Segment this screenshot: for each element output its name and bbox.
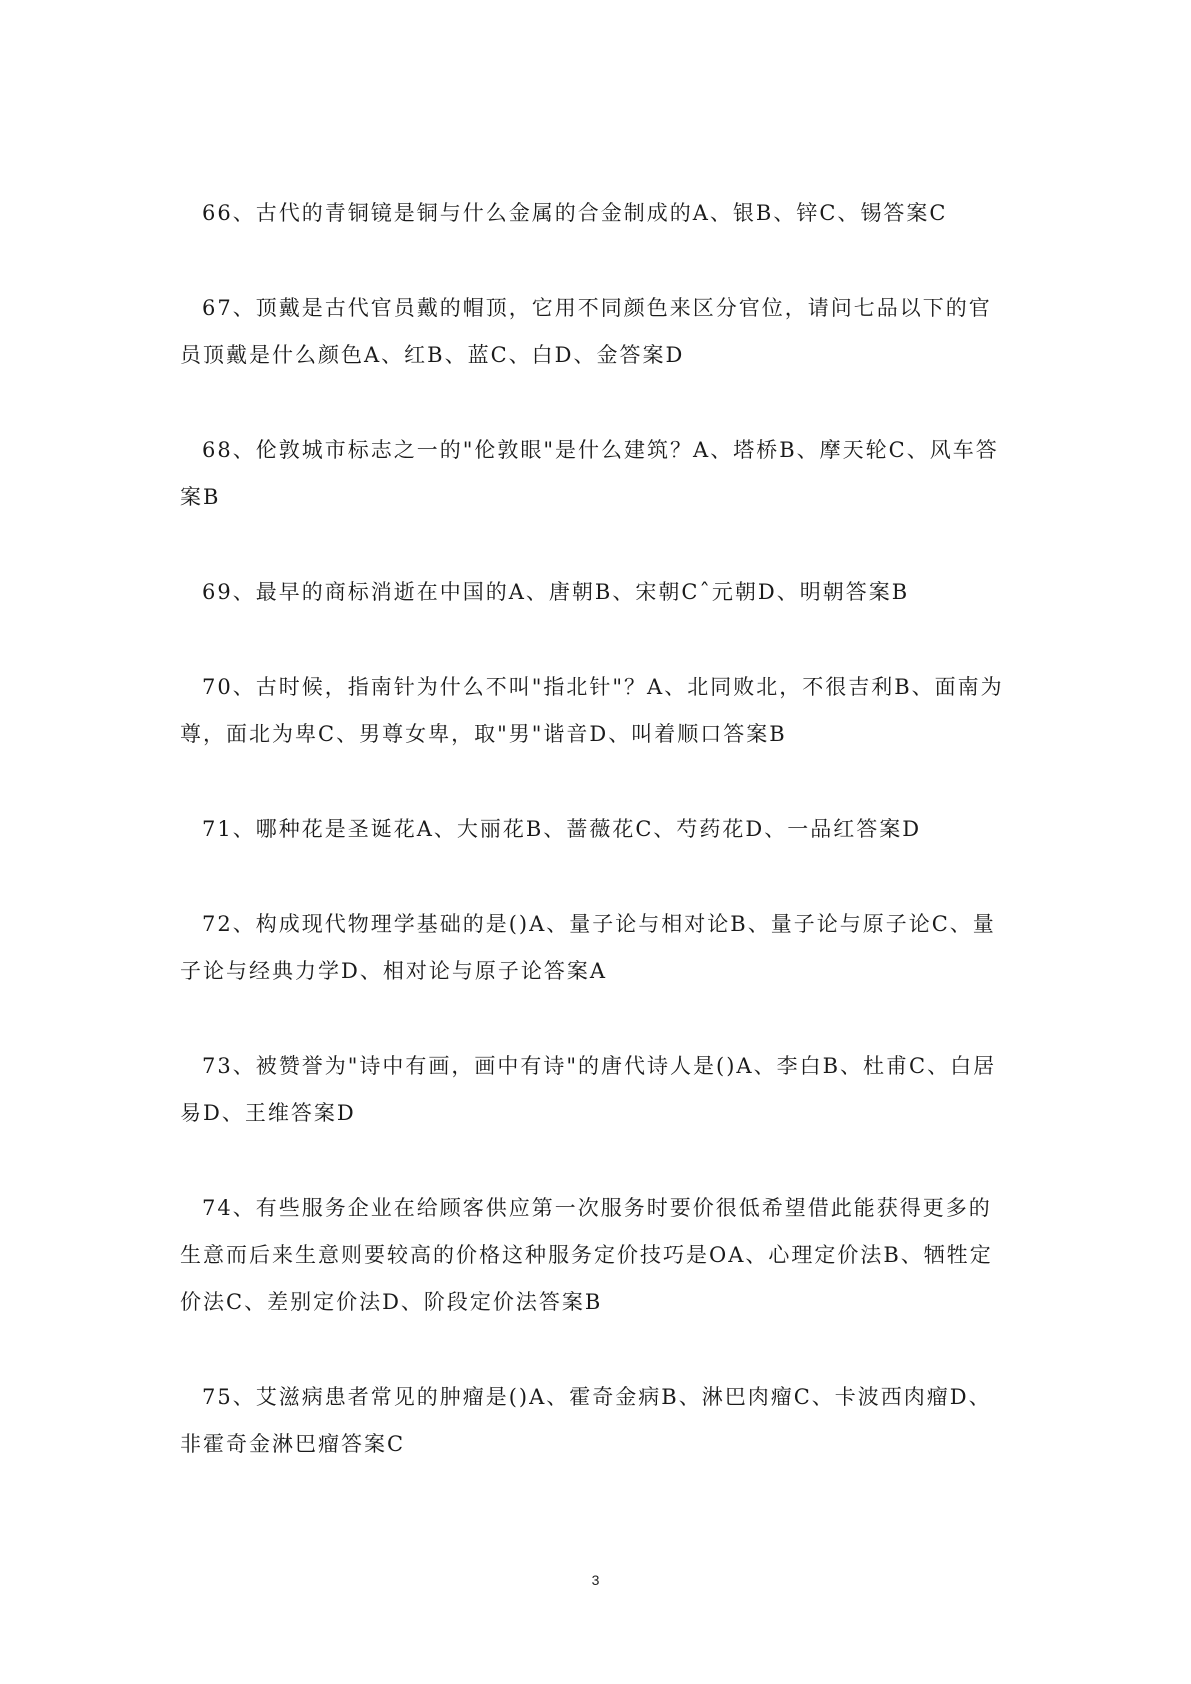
question-72: 72、构成现代物理学基础的是()A、量子论与相对论B、量子论与原子论C、量子论与经典力学D、相对论与原子论答案A <box>180 912 996 983</box>
question-68: 68、伦敦城市标志之一的"伦敦眼"是什么建筑？A、塔桥B、摩天轮C、风车答案B <box>180 438 999 509</box>
question-71: 71、哪种花是圣诞花A、大丽花B、蔷薇花C、芍药花D、一品红答案D <box>202 817 922 841</box>
page-number: 3 <box>591 1572 600 1588</box>
question-75: 75、艾滋病患者常见的肿瘤是()A、霍奇金病B、淋巴肉瘤C、卡波西肉瘤D、非霍奇金淋巴瘤答案C <box>180 1385 992 1456</box>
question-73: 73、被赞誉为"诗中有画，画中有诗"的唐代诗人是()A、李白B、杜甫C、白居易D、王维答案D <box>180 1054 997 1125</box>
question-74: 74、有些服务企业在给顾客供应第一次服务时要价很低希望借此能获得更多的生意而后来生意则要较高的价格这种服务定价技巧是OA、心理定价法B、牺牲定价法C、差别定价法D、阶段定价法答案B <box>180 1196 993 1314</box>
question-list <box>180 190 1012 1516</box>
question-66: 66、古代的青铜镜是铜与什么金属的合金制成的A、银B、锌C、锡答案C <box>202 201 948 225</box>
question-70: 70、古时候，指南针为什么不叫"指北针"？A、北同败北，不很吉利B、面南为尊，面北为卑C、男尊女卑，取"男"谐音D、叫着顺口答案B <box>180 675 1004 746</box>
question-69: 69、最早的商标消逝在中国的A、唐朝B、宋朝Cˆ元朝D、明朝答案B <box>202 580 910 604</box>
question-67: 67、顶戴是古代官员戴的帽顶，它用不同颜色来区分官位，请问七品以下的官员顶戴是什么颜色A、红B、蓝C、白D、金答案D <box>180 296 992 367</box>
